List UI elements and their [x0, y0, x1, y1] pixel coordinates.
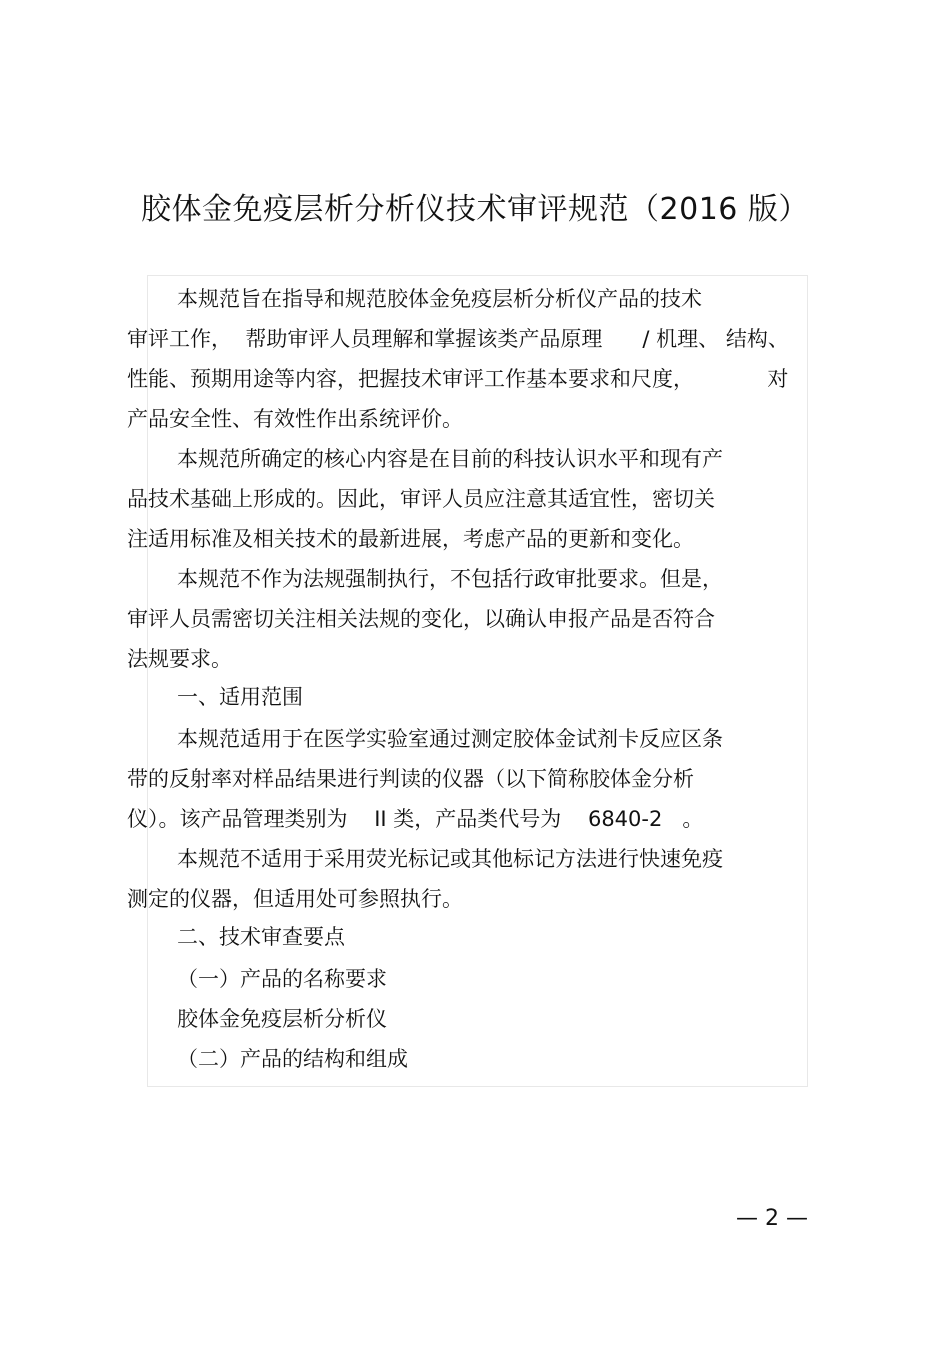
section-heading: 一、适用范围: [177, 685, 303, 709]
paragraph-line: 本规范旨在指导和规范胶体金免疫层析分析仪产品的技术: [177, 287, 702, 311]
paragraph-line: 产品安全性、有效性作出系统评价。: [127, 407, 463, 431]
paragraph-line: 仪）。该产品管理类别为 II 类，产品类代号为 6840-2 。: [127, 807, 704, 831]
page-number: — 2 —: [736, 1206, 808, 1231]
paragraph-line: 本规范所确定的核心内容是在目前的科技认识水平和现有产: [177, 447, 723, 471]
paragraph-line: 审评工作， 帮助审评人员理解和掌握该类产品原理 / 机理、 结构、: [127, 327, 789, 351]
paragraph-line: 胶体金免疫层析分析仪: [177, 1007, 387, 1031]
subsection-heading: （二）产品的结构和组成: [177, 1047, 408, 1071]
document-title: 胶体金免疫层析分析仪技术审评规范（2016 版）: [141, 192, 809, 227]
paragraph-line: 带的反射率对样品结果进行判读的仪器（以下简称胶体金分析: [127, 767, 694, 791]
subsection-heading: （一）产品的名称要求: [177, 967, 387, 991]
paragraph-line: 测定的仪器，但适用处可参照执行。: [127, 887, 463, 911]
paragraph-line: 审评人员需密切关注相关法规的变化，以确认申报产品是否符合: [127, 607, 715, 631]
paragraph-line: 注适用标准及相关技术的最新进展，考虑产品的更新和变化。: [127, 527, 694, 551]
paragraph-line: 品技术基础上形成的。因此，审评人员应注意其适宜性，密切关: [127, 487, 715, 511]
section-heading: 二、技术审查要点: [177, 925, 345, 949]
paragraph-line: 法规要求。: [127, 647, 232, 671]
paragraph-line: 本规范不适用于采用荧光标记或其他标记方法进行快速免疫: [177, 847, 723, 871]
paragraph-line: 本规范适用于在医学实验室通过测定胶体金试剂卡反应区条: [177, 727, 723, 751]
paragraph-line: 本规范不作为法规强制执行，不包括行政审批要求。但是，: [177, 567, 723, 591]
paragraph-line: 性能、预期用途等内容，把握技术审评工作基本要求和尺度， 对: [127, 367, 789, 391]
